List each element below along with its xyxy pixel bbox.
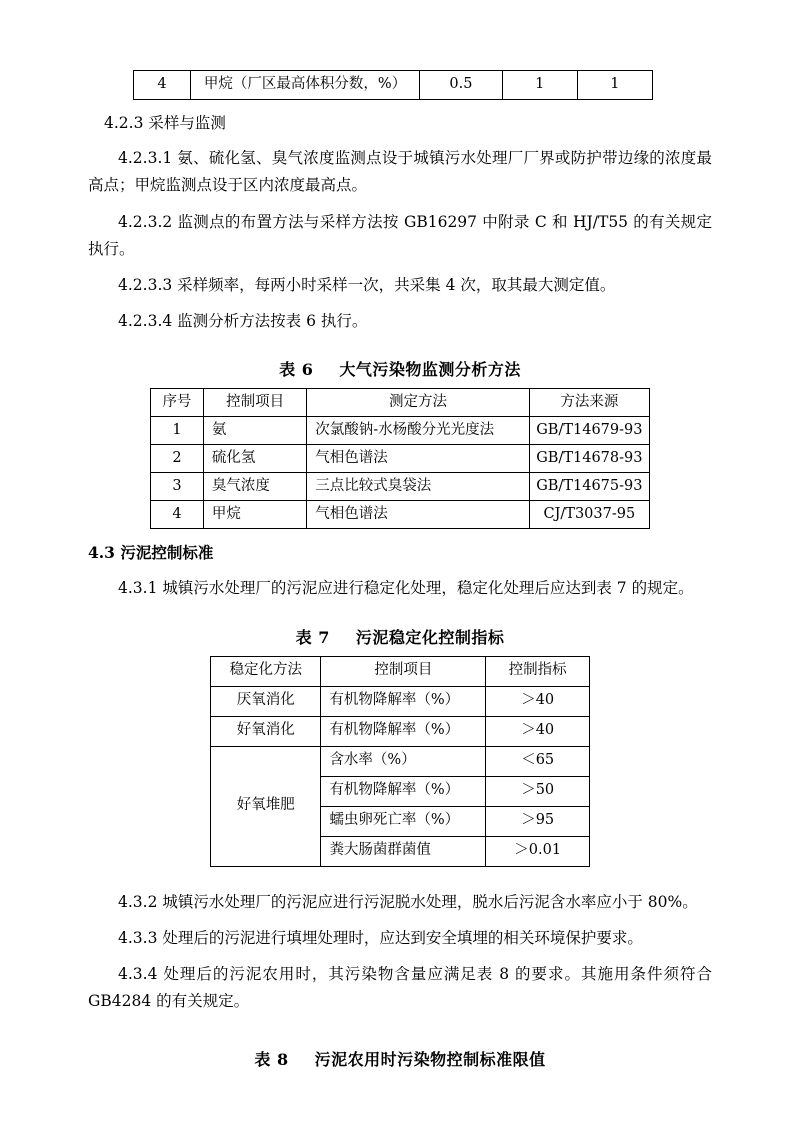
- cell-item: 有机物降解率（%）: [321, 716, 486, 746]
- cell-index: 4: [151, 501, 204, 529]
- table-row: [151, 445, 650, 473]
- table7-caption-title: 污泥稳定化控制指标: [355, 627, 505, 647]
- cell-index: 4: [134, 71, 191, 100]
- cell-item: 粪大肠菌群菌值: [321, 836, 486, 866]
- cell-source: GB/T14675-93: [529, 473, 649, 501]
- paragraph-4-2-3-4: 4.2.3.4 监测分析方法按表 6 执行。: [118, 311, 368, 330]
- table-row: [211, 686, 590, 716]
- table8-caption-number: 表 8: [254, 1050, 289, 1070]
- table6-caption: [88, 357, 712, 380]
- cell-source: CJ/T3037-95: [529, 501, 649, 529]
- cell-item: 甲烷: [203, 501, 306, 529]
- cell-item: 硫化氢: [203, 445, 306, 473]
- heading-4-3: 4.3 污泥控制标准: [88, 543, 214, 563]
- cell-method: 三点比较式臭袋法: [307, 473, 529, 501]
- cell-source: GB/T14678-93: [529, 445, 649, 473]
- cell-index: ＞0.01: [486, 836, 590, 866]
- header-item: 控制项目: [203, 389, 306, 417]
- cell-index: ＞95: [486, 806, 590, 836]
- cell-index: ＞40: [486, 716, 590, 746]
- header-item: 控制项目: [321, 656, 486, 686]
- cell-item: 有机物降解率（%）: [321, 776, 486, 806]
- cell-item: 氨: [203, 417, 306, 445]
- table7-caption-number: 表 7: [295, 627, 330, 647]
- table-header-row: [211, 656, 590, 686]
- table-row: [151, 501, 650, 529]
- paragraph-4-3-2: 4.3.2 城镇污水处理厂的污泥应进行污泥脱水处理，脱水后污泥含水率应小于 80%。: [118, 892, 698, 911]
- header-index: 控制指标: [486, 656, 590, 686]
- header-index: 序号: [151, 389, 204, 417]
- cell-index: 3: [151, 473, 204, 501]
- header-method: 测定方法: [307, 389, 529, 417]
- table8-caption: [88, 1047, 712, 1070]
- table-row: [134, 71, 653, 100]
- cell-item: 臭气浓度: [203, 473, 306, 501]
- table-row: [151, 417, 650, 445]
- table6-caption-title: 大气污染物监测分析方法: [339, 360, 521, 380]
- header-method: 稳定化方法: [211, 656, 321, 686]
- table-7-sludge-stabilization: [210, 656, 590, 867]
- cell-item: 甲烷（厂区最高体积分数，%）: [190, 71, 419, 100]
- cell-method: 好氧堆肥: [211, 746, 321, 866]
- table-row: [151, 473, 650, 501]
- table8-caption-title: 污泥农用时污染物控制标准限值: [314, 1050, 546, 1070]
- cell-item: 有机物降解率（%）: [321, 686, 486, 716]
- heading-4-2-3: 4.2.3 采样与监测: [104, 114, 226, 132]
- paragraph-4-2-3-1: 4.2.3.1 氨、硫化氢、臭气浓度监测点设于城镇污水处理厂厂界或防护带边缘的浓度最高点；甲烷监测点设于区内浓度最高点。: [88, 149, 712, 195]
- paragraph-4-3-4: 4.3.4 处理后的污泥农用时，其污染物含量应满足表 8 的要求。其施用条件须符合 GB4284 的有关规定。: [88, 964, 712, 1010]
- cell-method: 好氧消化: [211, 716, 321, 746]
- cell-index: ＜65: [486, 746, 590, 776]
- table-row: [211, 746, 590, 776]
- table-6-air-pollutant-methods: [150, 388, 650, 529]
- cell-value-3: 1: [577, 71, 652, 100]
- cell-method: 气相色谱法: [307, 501, 529, 529]
- cell-index: 1: [151, 417, 204, 445]
- table6-caption-number: 表 6: [279, 360, 314, 380]
- paragraph-4-3-3: 4.3.3 处理后的污泥进行填埋处理时，应达到安全填埋的相关环境保护要求。: [118, 928, 643, 947]
- cell-index: ＞50: [486, 776, 590, 806]
- paragraph-4-2-3-3: 4.2.3.3 采样频率，每两小时采样一次，共采集 4 次，取其最大测定值。: [118, 275, 616, 294]
- paragraph-4-2-3-2: 4.2.3.2 监测点的布置方法与采样方法按 GB16297 中附录 C 和 HJ/T55 的有关规定执行。: [88, 212, 712, 258]
- cell-index: ＞40: [486, 686, 590, 716]
- header-source: 方法来源: [529, 389, 649, 417]
- table-header-row: [151, 389, 650, 417]
- table7-caption: [88, 625, 712, 648]
- cell-index: 2: [151, 445, 204, 473]
- cell-method: 气相色谱法: [307, 445, 529, 473]
- cell-method: 厌氧消化: [211, 686, 321, 716]
- page-content: [88, 70, 712, 1078]
- cell-value-2: 1: [502, 71, 577, 100]
- cell-source: GB/T14679-93: [529, 417, 649, 445]
- paragraph-4-3-1: 4.3.1 城镇污水处理厂的污泥应进行稳定化处理，稳定化处理后应达到表 7 的规定。: [118, 579, 694, 598]
- cell-method: 次氯酸钠-水杨酸分光光度法: [307, 417, 529, 445]
- cell-item: 含水率（%）: [321, 746, 486, 776]
- cell-item: 蠕虫卵死亡率（%）: [321, 806, 486, 836]
- table-continued-row: [133, 70, 653, 100]
- table-row: [211, 716, 590, 746]
- cell-value-1: 0.5: [420, 71, 502, 100]
